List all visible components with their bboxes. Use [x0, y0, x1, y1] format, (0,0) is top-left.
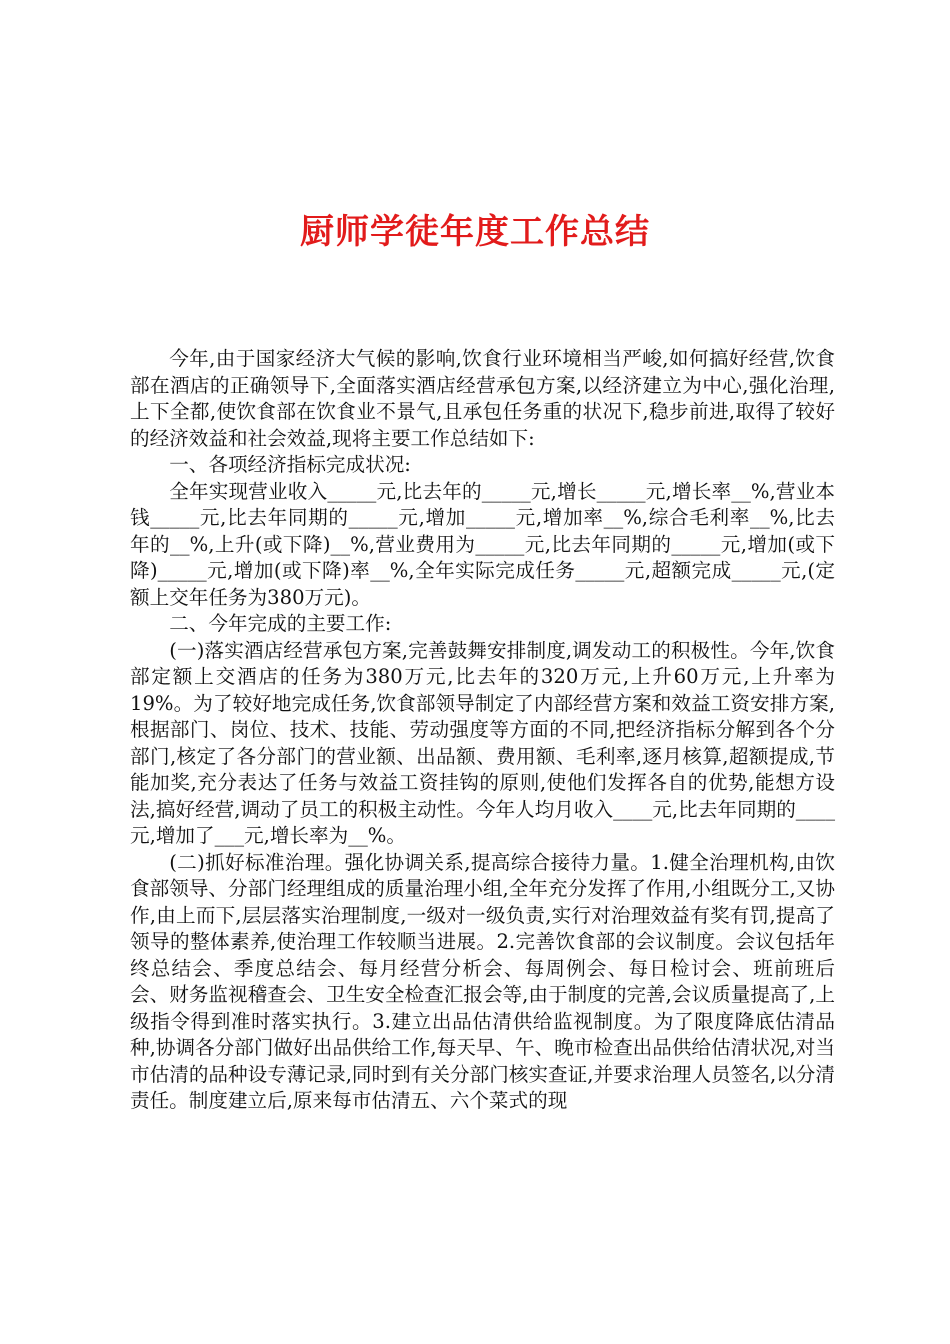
paragraph-intro: 今年,由于国家经济大气候的影响,饮食行业环境相当严峻,如何搞好经营,饮食部在酒店的正确领导下,全面落实酒店经营承包方案,以经济建立为中心,强化治理,上下全都,使饮食部在饮食业不景气,且承包任务重的状况下,稳步前进,取得了较好的经济效益和社会效益,现将主要工作总结如下:	[130, 347, 835, 450]
paragraph-main-work-1: (一)落实酒店经营承包方案,完善鼓舞安排制度,调发动工的积极性。今年,饮食部定额上交酒店的任务为380万元,比去年的320万元,上升60万元,上升率为19%。为了较好地完成任务,饮食部领导制定了内部经营方案和效益工资安排方案,根据部门、岗位、技术、技能、劳动强度等方面的不同,把经济指标分解到各个分部门,核定了各分部门的营业额、出品额、费用额、毛利率,逐月核算,超额提成,节能加奖,充分表达了任务与效益工资挂钩的原则,使他们发挥各自的优势,能想方设法,搞好经营,调动了员工的积极主动性。今年人均月收入____元,比去年同期的____元,增加了___元,增长率为__%。	[130, 638, 835, 847]
section-heading-main-work: 二、今年完成的主要工作:	[169, 612, 392, 635]
document-body	[130, 346, 835, 1115]
section-heading-economic-indicators: 一、各项经济指标完成状况:	[169, 453, 411, 476]
paragraph-main-work-2: (二)抓好标准治理。强化协调关系,提高综合接待力量。1.健全治理机构,由饮食部领导、分部门经理组成的质量治理小组,全年充分发挥了作用,小组既分工,又协作,由上而下,层层落实治理制度,一级对一级负责,实行对治理效益有奖有罚,提高了领导的整体素养,使治理工作较顺当进展。2.完善饮食部的会议制度。会议包括年终总结会、季度总结会、每月经营分析会、每周例会、每日检讨会、班前班后会、财务监视稽查会、卫生安全检查汇报会等,由于制度的完善,会议质量提高了,上级指令得到准时落实执行。3.建立出品估清供给监视制度。为了限度降底估清品种,协调各分部门做好出品供给工作,每天早、午、晚市检查出品供给估清状况,对当市估清的品种设专薄记录,同时到有关分部门核实查证,并要求治理人员签名,以分清责任。制度建立后,原来每市估清五、六个菜式的现	[130, 850, 835, 1112]
paragraph-economic-indicators: 全年实现营业收入_____元,比去年的_____元,增长_____元,增长率__%,营业本钱_____元,比去年同期的_____元,增加_____元,增加率__%,综合毛利率__%,比去年的__%,上升(或下降)__%,营业费用为_____元,比去年同期的_____元,增加(或下降)_____元,增加(或下降)率__%,全年实际完成任务_____元,超额完成_____元,(定额上交年任务为380万元)。	[130, 479, 835, 609]
document-title: 厨师学徒年度工作总结	[300, 212, 650, 252]
